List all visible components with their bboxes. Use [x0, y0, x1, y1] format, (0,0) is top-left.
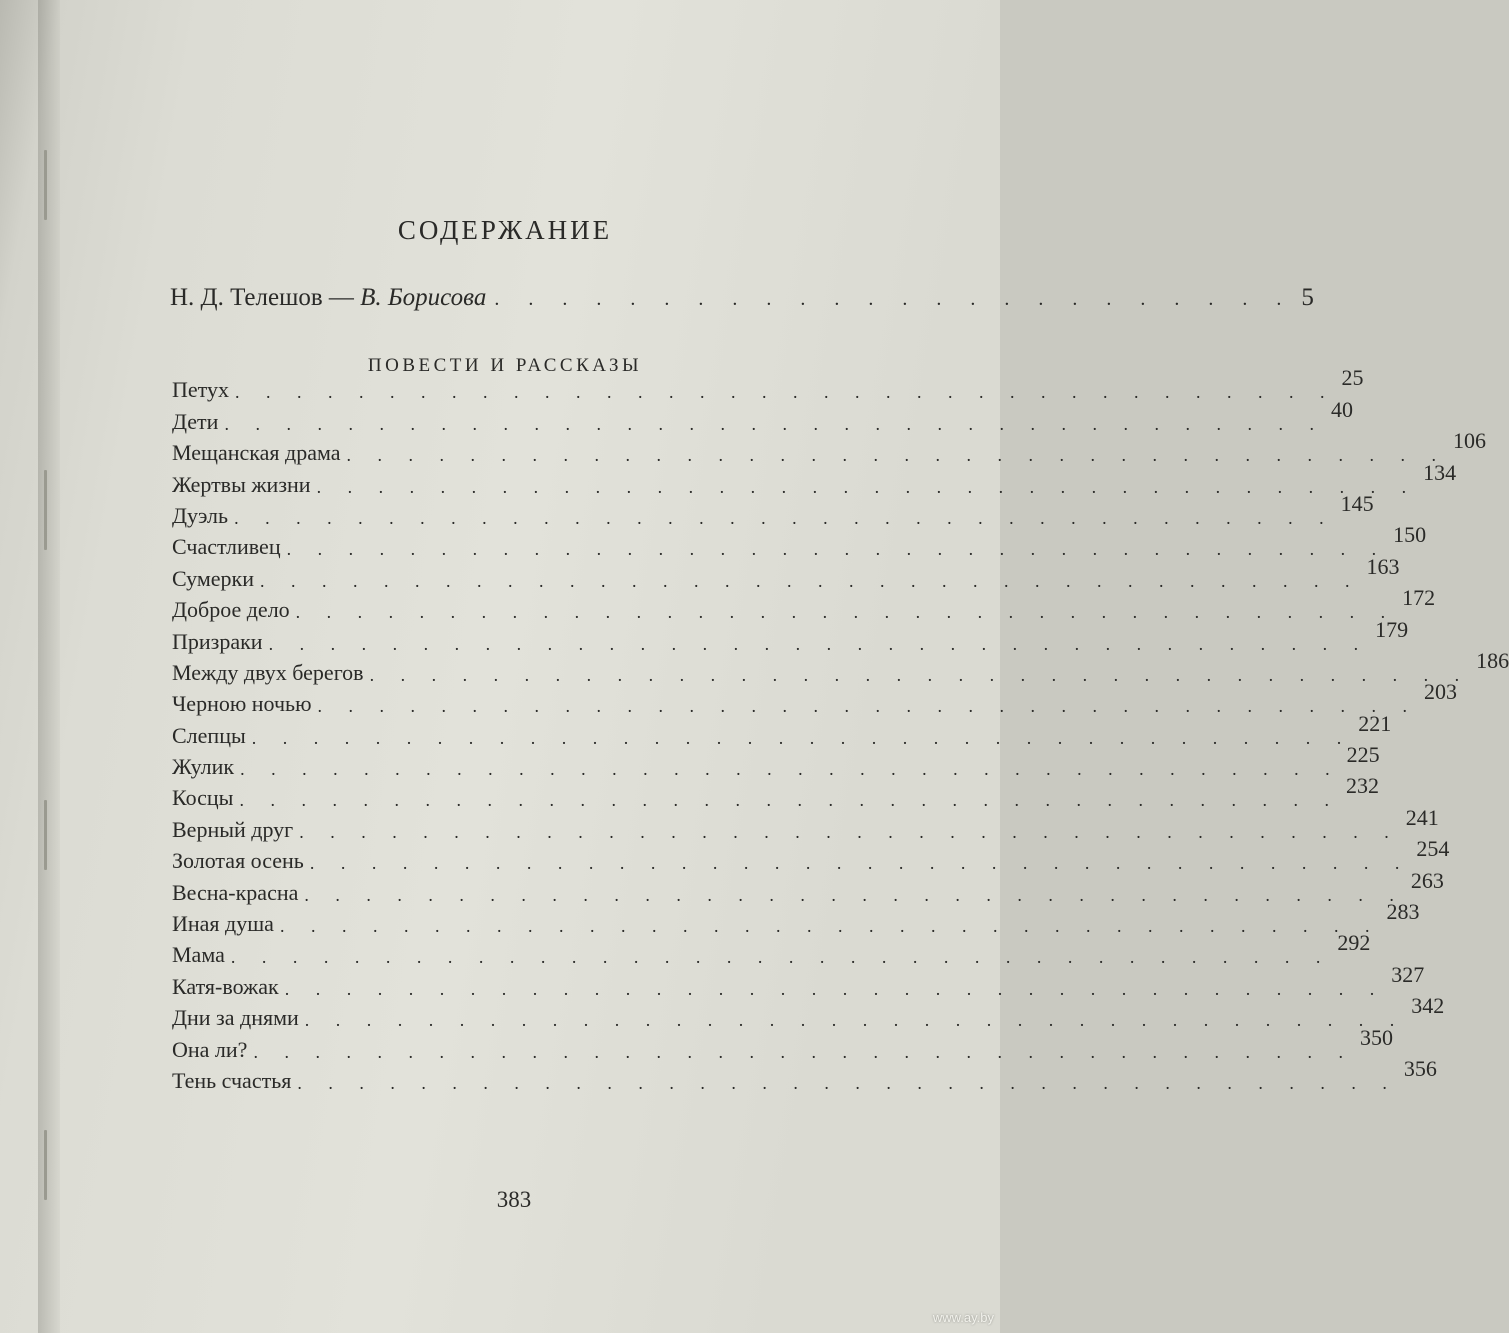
toc-entry-page: 263	[1410, 867, 1444, 893]
toc-entry[interactable]	[172, 490, 1374, 528]
watermark: www.ay.by	[932, 1310, 994, 1325]
toc-entry-title: Золотая осень	[172, 848, 304, 874]
toc-entry-page: 150	[1393, 522, 1427, 548]
dot-leader: . . . . . . . . . . . . . . . . . . . . . . . . . . . . . . . . . . . .	[240, 759, 1341, 780]
toc-entry-title: Она ли?	[172, 1036, 248, 1062]
toc-entry-title: Дуэль	[172, 502, 229, 528]
binding-stitch	[44, 800, 47, 870]
toc-entry[interactable]	[172, 522, 1427, 560]
toc-entry[interactable]	[172, 710, 1392, 748]
toc-entry-page: 134	[1423, 459, 1457, 485]
toc-entry-page: 254	[1416, 836, 1450, 862]
toc-entry-title: Призраки	[172, 628, 263, 654]
toc-entry-page: 342	[1411, 993, 1445, 1019]
dot-leader: . . . . . . . . . . . . . . . . . . . . . . . . . . . . . . . . . . . .	[268, 633, 1370, 654]
toc-entry[interactable]	[172, 993, 1445, 1031]
toc-entry-page: 203	[1424, 679, 1458, 705]
toc-entry-page: 356	[1403, 1055, 1437, 1081]
toc-entry-page: 225	[1346, 742, 1380, 768]
toc-entry[interactable]	[172, 899, 1420, 937]
dot-leader: . . . . . . . . . . . . . . . . . . . . . . . . . . . . . . . . . . . .	[284, 978, 1386, 999]
toc-entry-page: 186	[1476, 647, 1509, 673]
dot-leader: . . . . . . . . . . . . . . . . . . . . . . . . . . . . . . . . . . . .	[297, 1072, 1398, 1093]
page-title: СОДЕРЖАНИЕ	[397, 215, 613, 245]
toc-entry-title: Дни за днями	[172, 1005, 299, 1031]
dot-leader: . . . . . . . . . . . . . . . . . . . . . . . . . . . . . . . . . . . .	[239, 790, 1340, 811]
toc-entry-page: 25	[1341, 365, 1364, 391]
dot-leader: . . . . . . . . . . . . . . . . . . . . . . . . . . . . . . . . . . . .	[309, 853, 1411, 874]
toc-entry-page: 241	[1405, 804, 1439, 830]
dot-leader: . . . . . . . . . . . . . . . . . . . . . . . . . . . . . . . . . . . .	[253, 1041, 1354, 1062]
toc-entry-title: Косцы	[172, 785, 234, 811]
toc-entry-page: 179	[1375, 616, 1409, 642]
toc-entry[interactable]	[172, 553, 1400, 591]
dot-leader: . . . . . . . . . . . . . . . . . . . . . . . . . . . . . . . . . . . .	[259, 570, 1361, 591]
toc-entry-page: 292	[1337, 930, 1371, 956]
dot-leader: . . . . . . . . . . . . . . . . . . . . . . . . . . . . . . . . . . . .	[251, 727, 1353, 748]
dot-leader: . . . . . . . . . . . . . . . . . . . . . . . . . . . . . . . . . . . .	[230, 947, 1332, 968]
toc-entry-title: Жертвы жизни	[172, 471, 311, 497]
page-number: 383	[496, 1187, 532, 1212]
section-heading: ПОВЕСТИ И РАССКАЗЫ	[367, 355, 643, 376]
toc-entry[interactable]	[172, 742, 1380, 780]
toc-entry-page: 283	[1386, 899, 1420, 925]
toc-entry-title: Счастливец	[172, 534, 281, 560]
toc-entry[interactable]	[172, 585, 1436, 623]
toc-entry-title: Иная душа	[172, 911, 274, 937]
toc-entry-title: Жулик	[172, 754, 235, 780]
dot-leader: . . . . . . . . . . . . . . . . . . . . . . . . . . . . . . . . . . . .	[316, 476, 1418, 497]
toc-entry-title: Катя-вожак	[172, 973, 279, 999]
toc-entry[interactable]	[172, 1024, 1393, 1062]
dot-leader: . . . . . . . . . . . . . . . . . . . . . . . . . . . . . . . . . . . .	[279, 916, 1381, 937]
dot-leader: . . . . . . . . . . . . . . . . . . . . . . . . . . . . . . . . . . . .	[304, 884, 1405, 905]
toc-entry[interactable]	[172, 647, 1509, 685]
toc-entry[interactable]	[172, 428, 1487, 466]
dot-leader: . . . . . . . . . . . . . . . . . . . . . . . . . . . . . . . . . . . .	[286, 539, 1388, 560]
toc-entry[interactable]	[172, 867, 1444, 905]
toc-entry[interactable]	[172, 836, 1450, 874]
toc-entry-title: Тень счастья	[172, 1067, 292, 1093]
toc-entry-page: 172	[1402, 585, 1436, 611]
toc-entry-page: 232	[1345, 773, 1379, 799]
toc-entry-title: Черною ночью	[172, 691, 312, 717]
toc-entry-title: Сумерки	[172, 565, 254, 591]
toc-entry-title: Мещанская драма	[172, 440, 341, 466]
toc-entry[interactable]	[172, 396, 1353, 434]
toc-entry-page: 40	[1330, 396, 1353, 422]
binding-stitch	[44, 470, 47, 550]
toc-entry-title: Доброе дело	[172, 597, 290, 623]
toc-entry-page: 163	[1366, 553, 1400, 579]
toc-entry[interactable]	[172, 1055, 1437, 1093]
toc-entry-title: Весна-красна	[172, 879, 299, 905]
toc-entry-title: Верный друг	[172, 816, 294, 842]
dot-leader: . . . . . . . . . . . . . . . . . . . . . . . . . . . . . . . . . . . .	[224, 413, 1325, 434]
intro-page-number: 5	[1301, 284, 1314, 311]
dot-leader: . . . . . . . . . . . . . . . . . . . . . . . . . . . . . . . . . . . .	[304, 1010, 1406, 1031]
dot-leader: . . . . . . . . . . . . . . . . . . . . . . . . . . . . . . . . . . . .	[346, 445, 1448, 466]
toc-entry-page: 350	[1359, 1024, 1393, 1050]
toc-entry[interactable]	[172, 930, 1371, 968]
binding-stitch	[44, 150, 47, 220]
dot-leader: . . . . . . . . . . . . . . . . . . . . . . . . . . . . . . . . . . . .	[234, 382, 1336, 403]
toc-entry-title: Мама	[172, 942, 225, 968]
toc-entry[interactable]	[172, 773, 1379, 811]
intro-subject: Н. Д. Телешов —	[170, 284, 354, 311]
toc-entry-page: 327	[1391, 961, 1425, 987]
dot-leader: . . . . . . . . . . . . . . . . . . . . . . . . . . . . . . . . . . . .	[299, 821, 1400, 842]
toc-entry[interactable]	[172, 804, 1439, 842]
toc-entry-title: Между двух берегов	[172, 659, 364, 685]
dot-leader: . . . . . . . . . . . . . . . . . . . . . . . . . . . . . . . . . . . .	[295, 602, 1397, 623]
dot-leader: . . . . . . . . . . . . . . . . . . . . . . . . . . . . . . . . . . . .	[234, 507, 1335, 528]
intro-author	[170, 284, 486, 312]
dot-leader: . . . . . . . . . . . . . . . . . . . . . . . .	[494, 288, 1294, 310]
dot-leader: . . . . . . . . . . . . . . . . . . . . . . . . . . . . . . . . . . . .	[317, 696, 1419, 717]
toc-entry[interactable]	[172, 679, 1458, 717]
intro-essay-author: В. Борисова	[360, 284, 487, 311]
toc-entry[interactable]	[172, 961, 1425, 999]
intro-entry[interactable]	[170, 284, 1314, 320]
book-gutter	[38, 0, 60, 1333]
toc-entry-title: Дети	[172, 408, 219, 434]
toc-entry[interactable]	[172, 459, 1457, 497]
toc-entry-title: Слепцы	[172, 722, 246, 748]
toc-entry[interactable]	[172, 616, 1409, 654]
toc-entry-page: 106	[1453, 428, 1487, 454]
toc-entry-page: 145	[1340, 490, 1374, 516]
toc-entry-title: Петух	[172, 377, 229, 403]
dot-leader: . . . . . . . . . . . . . . . . . . . . . . . . . . . . . . . . . . . .	[369, 664, 1471, 685]
toc-entry-page: 221	[1358, 710, 1392, 736]
